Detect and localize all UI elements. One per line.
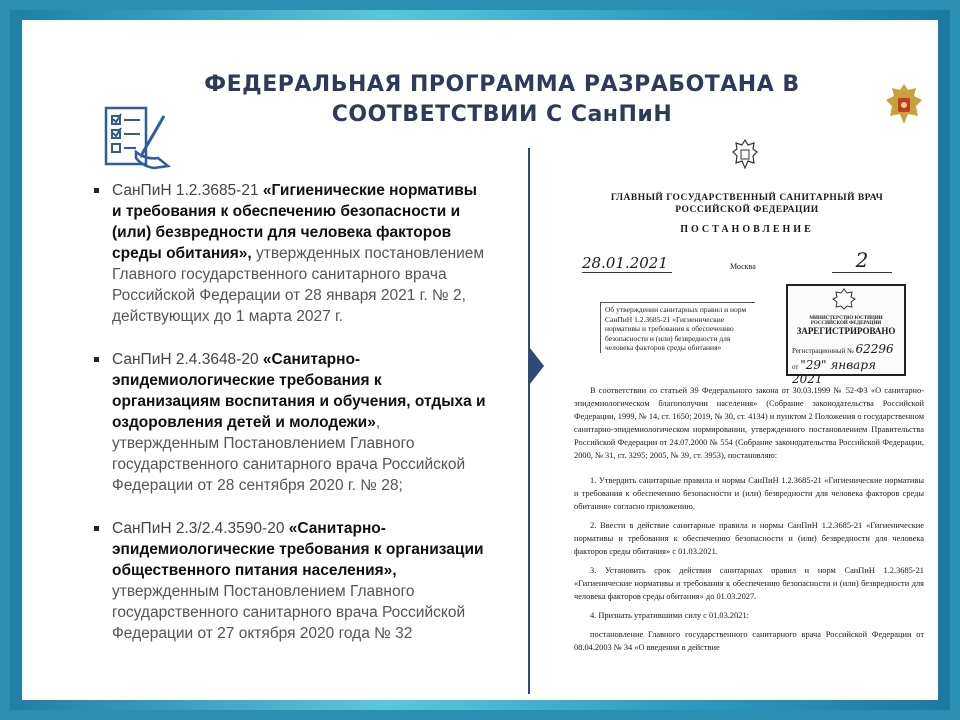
document-city: Москва	[730, 262, 756, 271]
stamp-title: ЗАРЕГИСТРИРОВАНО	[796, 326, 896, 336]
document-subject: Об утверждении санитарных правил и норм СанПиН 1.2.3685-21 «Гигиенические нормативы и требования к обеспечению безопасности и (или) безвредности для человека факторов среды обитания»	[600, 302, 755, 353]
document-paragraph: постановление Главного государственного санитарного врача Российской Федерации от 08.04.2003 № 34 «О введении в действие	[574, 630, 924, 652]
column-divider	[528, 148, 530, 694]
document-checklist-icon	[102, 102, 176, 172]
decree-document	[562, 138, 932, 698]
document-paragraph: 1. Утвердить санитарные правила и нормы СанПиН 1.2.3685-21 «Гигиенические нормативы и требования к обеспечению безопасности и (или) безвредности для человека факторов среды обитания» согласно приложению.	[574, 476, 924, 511]
bullet	[94, 188, 99, 193]
slide-title-line2: СООТВЕТСТВИИ С СанПиН	[331, 102, 673, 127]
slide	[22, 20, 938, 700]
authority-line1: ГЛАВНЫЙ ГОСУДАРСТВЕННЫЙ САНИТАРНЫЙ ВРАЧ	[610, 193, 884, 203]
bullet	[94, 526, 99, 531]
item-title: «Санитарно-эпидемиологические требования к организации общественного питания населения»,	[112, 520, 484, 579]
document-paragraph: 3. Установить срок действия санитарных правил и норм СанПиН 1.2.3685-21 «Гигиенические нормативы и требования к обеспечению безопасности и (или) безвредности для человека факторов среды обитания» до 01.03.2027.	[574, 566, 924, 601]
item-code: СанПиН 2.4.3648-20	[112, 351, 263, 368]
russian-emblem-icon	[832, 288, 856, 310]
slide-title-line1: ФЕДЕРАЛЬНАЯ ПРОГРАММА РАЗРАБОТАНА В	[204, 72, 800, 97]
item-code: СанПиН 2.3/2.4.3590-20	[112, 520, 289, 537]
slide-frame	[10, 10, 950, 710]
item-description: , утвержденным Постановлением Главного государственного санитарного врача Российской Федерации от 28 сентября 2020 г. № 28;	[112, 414, 466, 494]
stamp-registration	[792, 342, 902, 356]
slide-title	[142, 70, 862, 130]
document-number: 2	[832, 248, 892, 273]
item-description: утвержденным Постановлением Главного государственного санитарного врача Российской Федерации от 27 октября 2020 года № 32	[112, 583, 466, 642]
list-item	[90, 180, 490, 327]
stamp-reg-number: 62296	[855, 342, 894, 356]
document-body	[574, 384, 924, 660]
document-date: 28.01.2021	[582, 254, 672, 273]
stamp-reg-label: Регистрационный №	[792, 347, 854, 355]
item-code: СанПиН 1.2.3685-21	[112, 182, 263, 199]
stamp-date	[792, 358, 902, 386]
stamp-from-label: от	[792, 363, 799, 371]
stamp-ministry: МИНИСТЕРСТВО ЮСТИЦИИ РОССИЙСКОЙ ФЕДЕРАЦИИ	[809, 316, 883, 326]
sanpin-list	[90, 180, 490, 666]
stamp-from-date: "29" января 2021	[792, 358, 876, 386]
list-item	[90, 518, 490, 644]
chevron-right-icon	[530, 348, 544, 384]
document-paragraph: 4. Признать утратившими силу с 01.03.2021:	[590, 611, 749, 620]
bullet	[94, 357, 99, 362]
authority-line2: РОССИЙСКОЙ ФЕДЕРАЦИИ	[675, 205, 819, 215]
russian-emblem-icon	[882, 80, 926, 128]
item-description: утвержденных постановлением Главного государственного санитарного врача Российской Федерации от 28 января 2021 г. № 2, действующих до 1 марта 2027 г.	[112, 245, 485, 325]
registration-stamp	[786, 284, 906, 386]
document-paragraph: В соответствии со статьей 39 Федерального закона от 30.03.1999 № 52-ФЗ «О санитарно-эпидемиологическом благополучии населения» (Собрание законодательства Российской Федерации, 1999, № 14, ст. 1650; 2019, № 30, ст. 4134) и пунктом 2 Положения о государственном санитарно-эпидемиологическом нормировании, утвержденного постановлением Правительства Российской Федерации от 24.07.2000 № 554 (Собрание законодательства Российской Федерации, 2000, № 31, ст. 3295; 2005, № 39, ст. 3953), постановляю:	[574, 386, 924, 460]
document-paragraph: 2. Ввести в действие санитарные правила и нормы СанПиН 1.2.3685-21 «Гигиенические нормативы и требования к обеспечению безопасности и (или) безвредности для человека факторов среды обитания» с 01.03.2021.	[574, 521, 924, 556]
list-item	[90, 349, 490, 496]
item-title: «Гигиенические нормативы и требования к обеспечению безопасности и (или) безвредности для человека факторов среды обитания»,	[112, 182, 478, 262]
russian-emblem-icon	[732, 138, 758, 170]
document-authority	[562, 192, 932, 216]
document-type: ПОСТАНОВЛЕНИЕ	[680, 224, 814, 235]
item-title: «Санитарно-эпидемиологические требования к организациям воспитания и обучения, отдыха и оздоровления детей и молодежи»	[112, 351, 486, 431]
